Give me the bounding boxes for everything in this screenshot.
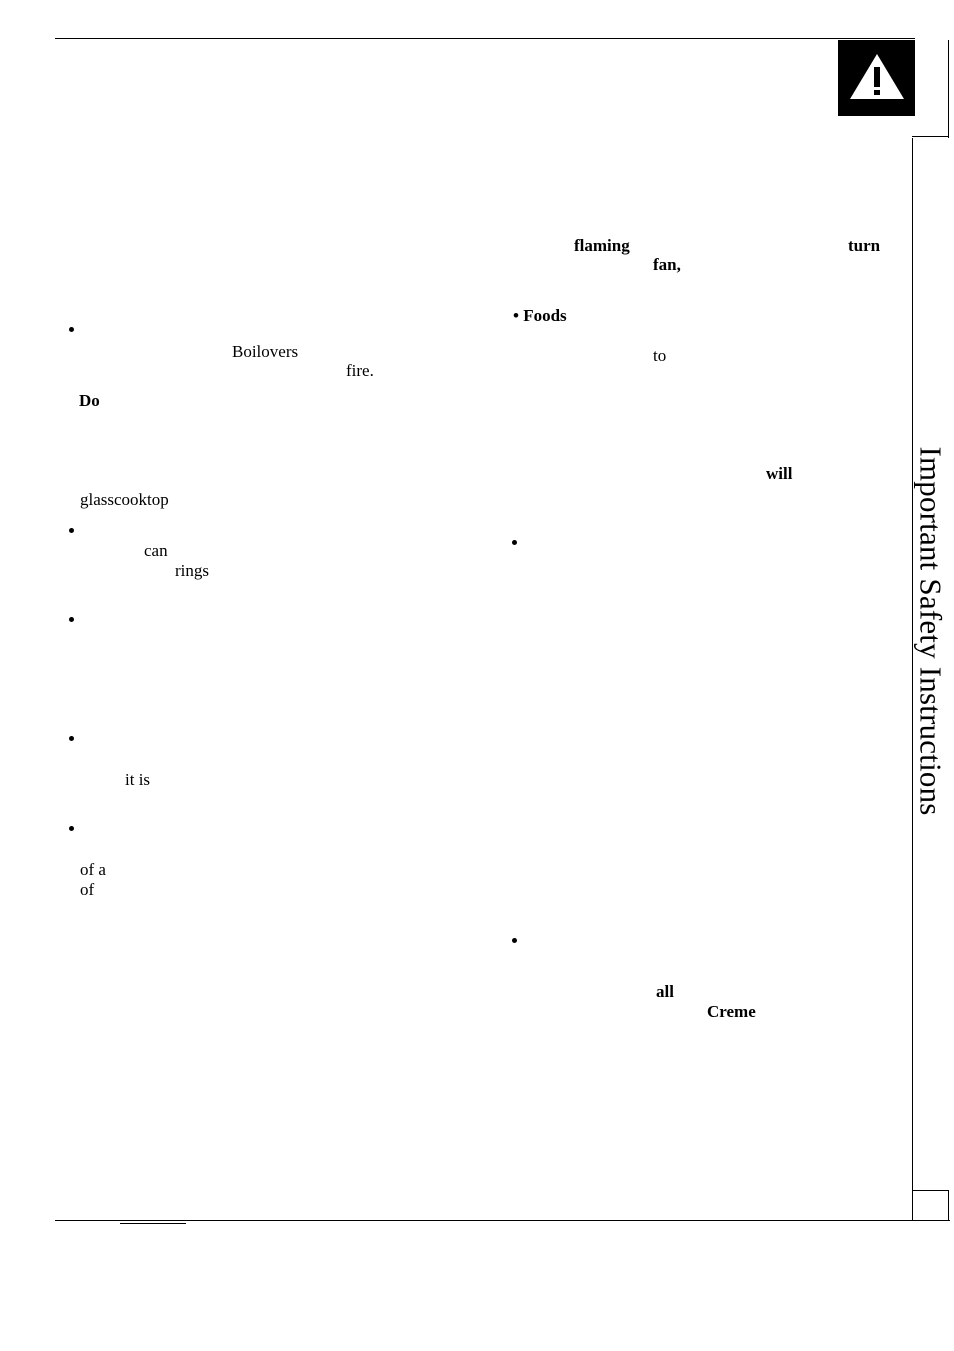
word-creme: Creme (707, 1002, 756, 1021)
word-fire: fire. (346, 361, 374, 380)
warning-badge (838, 40, 915, 116)
side-tab-border-bottom (948, 1190, 949, 1220)
word-rings: rings (175, 561, 209, 580)
word-foods: • Foods (513, 306, 567, 325)
bullet (69, 826, 74, 831)
side-tab-border-top (948, 40, 949, 138)
word-flaming: flaming (574, 236, 630, 255)
bullet (69, 617, 74, 622)
word-of: of (80, 880, 95, 899)
word-fan: fan, (653, 255, 681, 274)
side-tab-tick-bottom (912, 1190, 949, 1191)
word-boilovers: Boilovers (232, 342, 299, 361)
side-title-tab (914, 445, 948, 817)
bullet (69, 528, 74, 533)
bullet (69, 736, 74, 741)
bullet (69, 327, 74, 332)
word-will: will (766, 464, 793, 483)
word-it-is: it is (125, 770, 151, 789)
bullet (512, 540, 517, 545)
word-of-a: of a (80, 860, 106, 879)
word-do: Do (79, 391, 100, 410)
word-can: can (144, 541, 168, 560)
word-to: to (653, 346, 667, 365)
side-tab-tick-top (912, 136, 949, 137)
word-turn: turn (848, 236, 881, 255)
top-rule (55, 38, 915, 39)
side-title: Important Safety Instructions (913, 446, 949, 816)
bullet (512, 938, 517, 943)
word-glasscooktop: glasscooktop (80, 490, 169, 509)
word-all: all (656, 982, 674, 1001)
warning-triangle-icon (848, 52, 906, 102)
bottom-rule-stub (120, 1223, 186, 1224)
bottom-rule (55, 1220, 950, 1221)
